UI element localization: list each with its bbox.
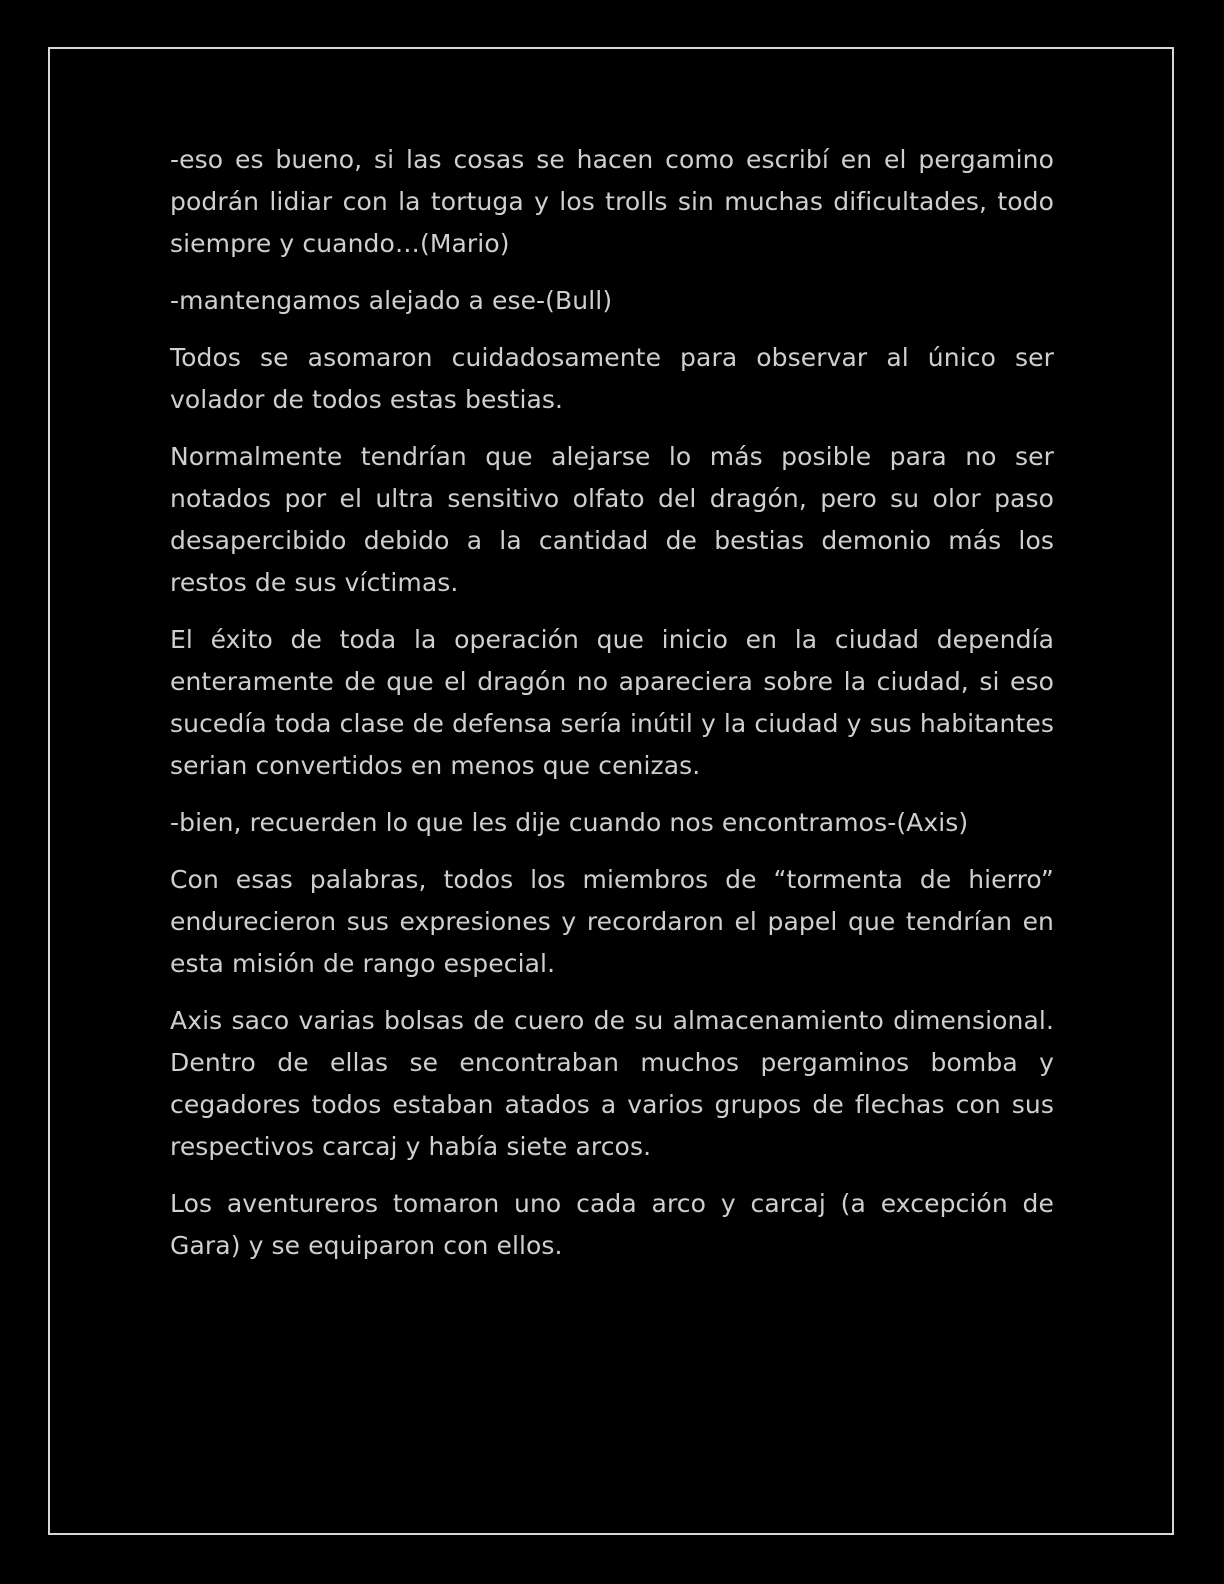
paragraph: Los aventureros tomaron uno cada arco y carcaj (a excepción de Gara) y se equiparon con ellos. — [170, 1189, 1054, 1260]
paragraph: -eso es bueno, si las cosas se hacen como escribí en el pergamino podrán lidiar con la tortuga y los trolls sin muchas dificultades, todo siempre y cuando…(Mario) — [170, 145, 1054, 258]
paragraph: Normalmente tendrían que alejarse lo más posible para no ser notados por el ultra sensitivo olfato del dragón, pero su olor paso desapercibido debido a la cantidad de bestias demonio más los restos de sus víctimas. — [170, 442, 1054, 597]
paragraph: El éxito de toda la operación que inicio en la ciudad dependía enteramente de que el dragón no apareciera sobre la ciudad, si eso sucedía toda clase de defensa sería inútil y la ciudad y sus habitantes serian convertidos en menos que cenizas. — [170, 625, 1054, 780]
paragraph: -mantengamos alejado a ese-(Bull) — [170, 286, 613, 315]
paragraph: Con esas palabras, todos los miembros de “tormenta de hierro” endurecieron sus expresiones y recordaron el papel que tendrían en esta misión de rango especial. — [170, 865, 1054, 978]
paragraph: Todos se asomaron cuidadosamente para observar al único ser volador de todos estas bestias. — [170, 343, 1054, 414]
paragraph: Axis saco varias bolsas de cuero de su almacenamiento dimensional. Dentro de ellas se encontraban muchos pergaminos bomba y cegadores todos estaban atados a varios grupos de flechas con sus respectivos carcaj y había siete arcos. — [170, 1006, 1054, 1161]
paragraph: -bien, recuerden lo que les dije cuando nos encontramos-(Axis) — [170, 808, 969, 837]
document-text — [170, 139, 1054, 1282]
